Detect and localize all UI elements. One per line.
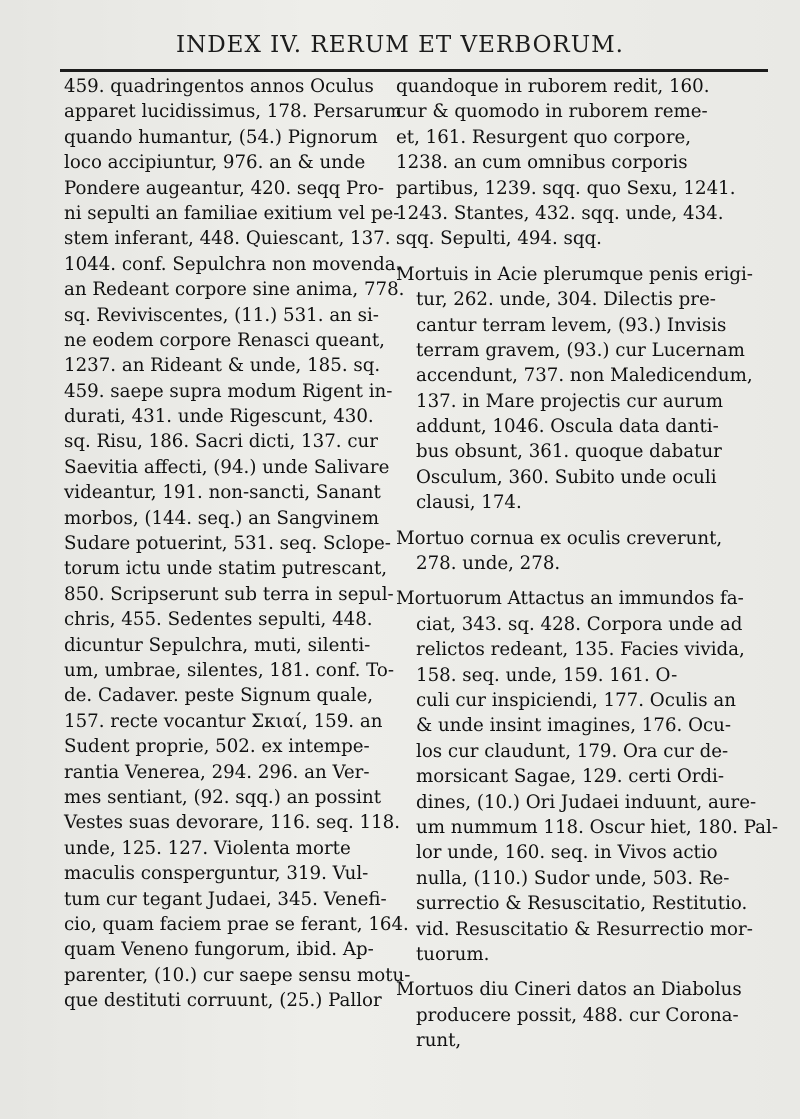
- text-line: ni sepulti an familiae exitium vel pe-: [64, 202, 400, 224]
- text-line: cur & quomodo in ruborem reme-: [396, 101, 708, 123]
- page-title: INDEX IV. RERUM ET VERBORUM.: [176, 32, 624, 58]
- text-line: addunt, 1046. Oscula data danti-: [416, 416, 719, 438]
- text-line: 278. unde, 278.: [416, 553, 561, 575]
- text-line: sq. Risu, 186. Sacri dicti, 137. cur: [64, 431, 378, 453]
- text-line: Vestes suas devorare, 116. seq. 118.: [64, 812, 401, 834]
- text-line: morbos, (144. seq.) an Sangvinem: [64, 507, 379, 529]
- text-line: & unde insint imagines, 176. Ocu-: [416, 715, 732, 737]
- text-line: torum ictu unde statim putrescant,: [64, 558, 388, 580]
- text-line: surrectio & Resuscitatio, Restitutio.: [416, 893, 748, 915]
- text-line: 459. saepe supra modum Rigent in-: [64, 380, 393, 402]
- text-line: Mortuos diu Cineri datos an Diabolus: [396, 979, 742, 1001]
- text-line: Sudare potuerint, 531. seq. Sclope-: [64, 533, 391, 555]
- text-line: vid. Resuscitatio & Resurrectio mor-: [416, 918, 753, 940]
- text-line: tum cur tegant Judaei, 345. Venefi-: [64, 888, 387, 910]
- text-line: et, 161. Resurgent quo corpore,: [396, 126, 692, 148]
- text-line: durati, 431. unde Rigescunt, 430.: [64, 406, 374, 428]
- text-line: Mortuo cornua ex oculis creverunt,: [396, 527, 723, 549]
- text-line: bus obsunt, 361. quoque dabatur: [416, 441, 722, 463]
- text-line: sq. Reviviscentes, (11.) 531. an si-: [64, 304, 379, 326]
- text-line: sqq. Sepulti, 494. sqq.: [396, 228, 602, 250]
- text-line: dicuntur Sepulchra, muti, silenti-: [64, 634, 371, 656]
- text-line: quando humantur, (54.) Pignorum: [64, 126, 378, 148]
- text-line: um, umbrae, silentes, 181. conf. To-: [64, 659, 394, 681]
- text-line: de. Cadaver. peste Signum quale,: [64, 685, 374, 707]
- text-line: unde, 125. 127. Violenta morte: [64, 837, 351, 859]
- text-line: que destituti corruunt, (25.) Pallor: [64, 990, 382, 1012]
- text-line: ciat, 343. sq. 428. Corpora unde ad: [416, 613, 743, 635]
- text-line: cio, quam faciem prae se ferant, 164.: [64, 913, 409, 935]
- text-line: runt,: [416, 1030, 462, 1052]
- text-line: 158. seq. unde, 159. 161. O-: [416, 664, 678, 686]
- entry-gap: [396, 576, 741, 586]
- text-line: relictos redeant, 135. Facies vivida,: [416, 639, 745, 661]
- left-column: [64, 74, 411, 1013]
- text-line: loco accipiuntur, 976. an & unde: [64, 152, 366, 174]
- text-line: clausi, 174.: [416, 492, 522, 514]
- text-line: partibus, 1239. sqq. quo Sexu, 1241.: [396, 177, 736, 199]
- text-line: tuorum.: [416, 943, 490, 965]
- text-line: stem inferant, 448. Quiescant, 137.: [64, 228, 391, 250]
- text-line: 459. quadringentos annos Oculus: [64, 76, 374, 97]
- text-line: um nummum 118. Oscur hiet, 180. Pal-: [416, 816, 778, 838]
- header-rule: [60, 69, 768, 72]
- text-line: chris, 455. Sedentes sepulti, 448.: [64, 609, 373, 631]
- text-line: videantur, 191. non-sancti, Sanant: [64, 482, 381, 504]
- text-line: Saevitia affecti, (94.) unde Salivare: [64, 456, 390, 478]
- entry-gap: [396, 516, 741, 526]
- text-line: terram gravem, (93.) cur Lucernam: [416, 339, 745, 361]
- text-line: an Redeant corpore sine anima, 778.: [64, 279, 405, 301]
- text-line: 1044. conf. Sepulchra non movenda.: [64, 253, 402, 275]
- text-line: rantia Venerea, 294. 296. an Ver-: [64, 761, 370, 783]
- text-line: mes sentiant, (92. sqq.) an possint: [64, 786, 382, 808]
- text-line: dines, (10.) Ori Judaei induunt, aure-: [416, 791, 757, 813]
- text-line: producere possit, 488. cur Corona-: [416, 1004, 739, 1026]
- text-line: 1237. an Rideant & unde, 185. sq.: [64, 355, 381, 377]
- text-line: culi cur inspiciendi, 177. Oculis an: [416, 689, 736, 711]
- text-line: 850. Scripserunt sub terra in sepul-: [64, 583, 394, 605]
- text-line: quam Veneno fungorum, ibid. Ap-: [64, 939, 374, 961]
- text-line: Pondere augeantur, 420. seqq Pro-: [64, 177, 385, 199]
- text-line: parenter, (10.) cur saepe sensu motu-: [64, 964, 411, 986]
- text-line: 137. in Mare projectis cur aurum: [416, 390, 723, 412]
- text-line: Mortuorum Attactus an immundos fa-: [396, 588, 744, 610]
- text-line: ne eodem corpore Renasci queant,: [64, 329, 385, 351]
- text-line: 157. recte vocantur Σκιαί, 159. an: [64, 710, 383, 732]
- text-line: tur, 262. unde, 304. Dilectis pre-: [416, 289, 716, 311]
- index-entry: [396, 262, 753, 516]
- entry-gap: [396, 252, 741, 262]
- text-line: 1238. an cum omnibus corporis: [396, 152, 688, 174]
- text-line: cantur terram levem, (93.) Invisis: [416, 314, 727, 336]
- entry-gap: [396, 967, 741, 977]
- text-line: 1243. Stantes, 432. sqq. unde, 434.: [396, 202, 724, 224]
- text-line: Sudent proprie, 502. ex intempe-: [64, 736, 370, 758]
- index-entry: [396, 526, 741, 577]
- text-line: apparet lucidissimus, 178. Persarum: [64, 101, 402, 123]
- text-line: Osculum, 360. Subito unde oculi: [416, 466, 717, 488]
- text-line: lor unde, 160. seq. in Vivos actio: [416, 842, 718, 864]
- index-entry: [396, 74, 741, 252]
- text-line: quandoque in ruborem redit, 160.: [396, 76, 710, 97]
- text-line: los cur claudunt, 179. Ora cur de-: [416, 740, 729, 762]
- index-entry: [396, 586, 778, 967]
- text-line: Mortuis in Acie plerumque penis erigi-: [396, 263, 753, 285]
- right-column: [396, 74, 778, 1053]
- text-line: maculis consperguntur, 319. Vul-: [64, 863, 369, 885]
- text-line: accendunt, 737. non Maledicendum,: [416, 365, 753, 387]
- text-line: nulla, (110.) Sudor unde, 503. Re-: [416, 867, 730, 889]
- index-entry: [396, 977, 741, 1053]
- text-line: morsicant Sagae, 129. certi Ordi-: [416, 766, 725, 788]
